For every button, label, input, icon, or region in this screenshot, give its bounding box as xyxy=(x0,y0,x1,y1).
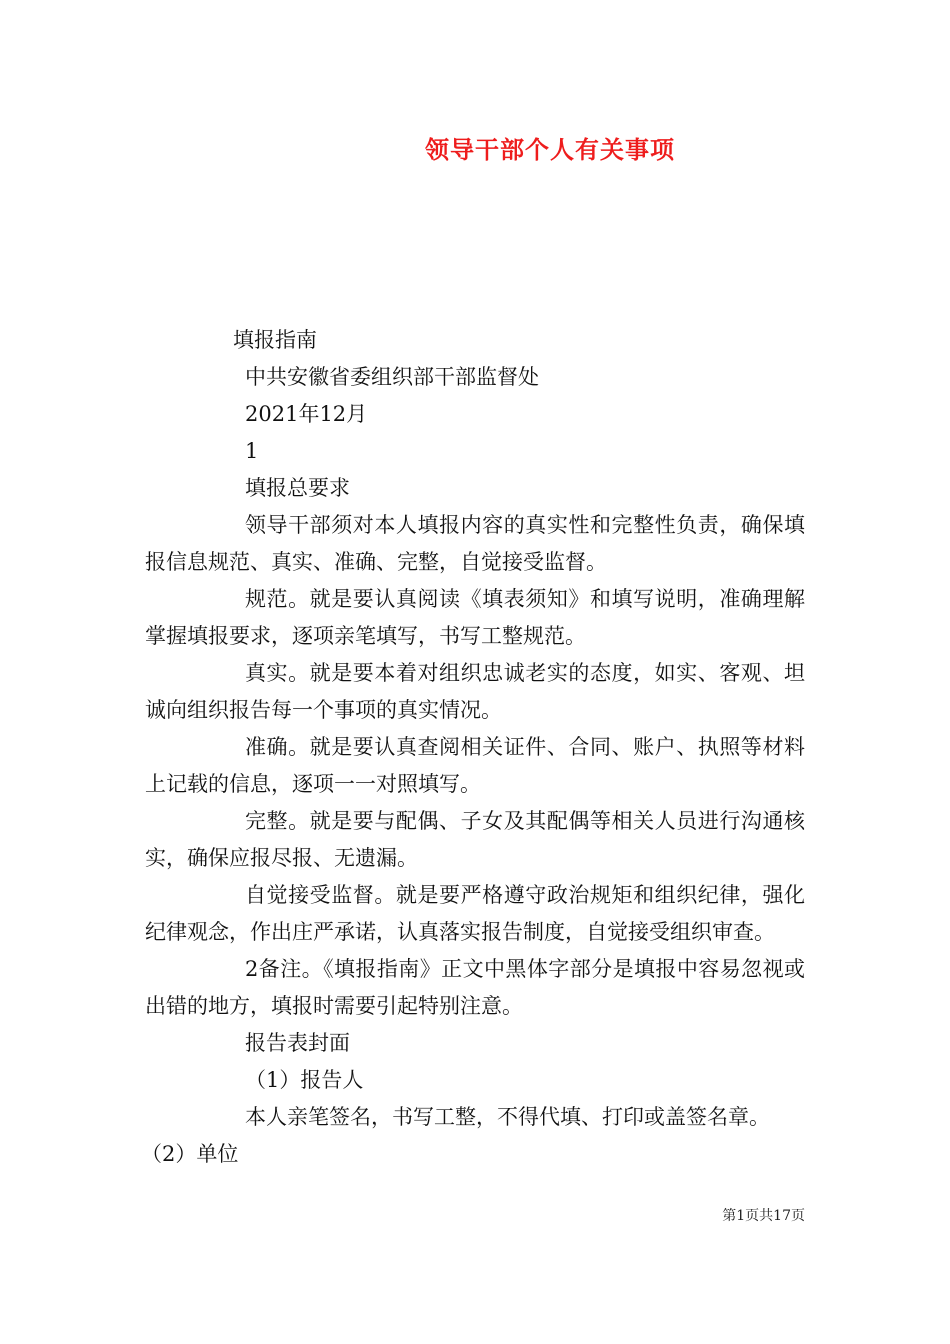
paragraph-accurate: 准确。就是要认真查阅相关证件、合同、账户、执照等材料上记载的信息，逐项一一对照填写。 xyxy=(145,735,805,796)
paragraph-supervision: 自觉接受监督。就是要严格遵守政治规矩和组织纪律，强化纪律观念，作出庄严承诺，认真落实报告制度，自觉接受组织审查。 xyxy=(145,883,805,944)
paragraph-note: 2备注。《填报指南》正文中黑体字部分是填报中容易忽视或出错的地方，填报时需要引起特别注意。 xyxy=(145,957,805,1018)
reporter-note: 本人亲笔签名，书写工整，不得代填、打印或盖签名章。 xyxy=(245,1105,770,1129)
section-number: 1 xyxy=(245,439,259,463)
date-line: 2021年12月 xyxy=(245,402,368,426)
cover-heading: 报告表封面 xyxy=(245,1031,350,1055)
paragraph-complete: 完整。就是要与配偶、子女及其配偶等相关人员进行沟通核实，确保应报尽报、无遗漏。 xyxy=(145,809,805,870)
item-unit: （2）单位 xyxy=(141,1142,239,1166)
paragraph-standard: 规范。就是要认真阅读《填表须知》和填写说明，准确理解掌握填报要求，逐项亲笔填写，书写工整规范。 xyxy=(145,587,805,648)
item-reporter: （1）报告人 xyxy=(245,1068,364,1092)
paragraph-general: 领导干部须对本人填报内容的真实性和完整性负责，确保填报信息规范、真实、准确、完整，自觉接受监督。 xyxy=(145,513,805,574)
paragraph-truthful: 真实。就是要本着对组织忠诚老实的态度，如实、客观、坦诚向组织报告每一个事项的真实情况。 xyxy=(145,661,805,722)
document-title: 领导干部个人有关事项 xyxy=(425,135,675,164)
page-number-footer: 第1页共17页 xyxy=(722,1208,805,1224)
section-heading: 填报总要求 xyxy=(245,476,350,500)
issuer-line: 中共安徽省委组织部干部监督处 xyxy=(245,365,539,389)
document-body xyxy=(141,322,805,1173)
guide-label: 填报指南 xyxy=(233,328,317,352)
